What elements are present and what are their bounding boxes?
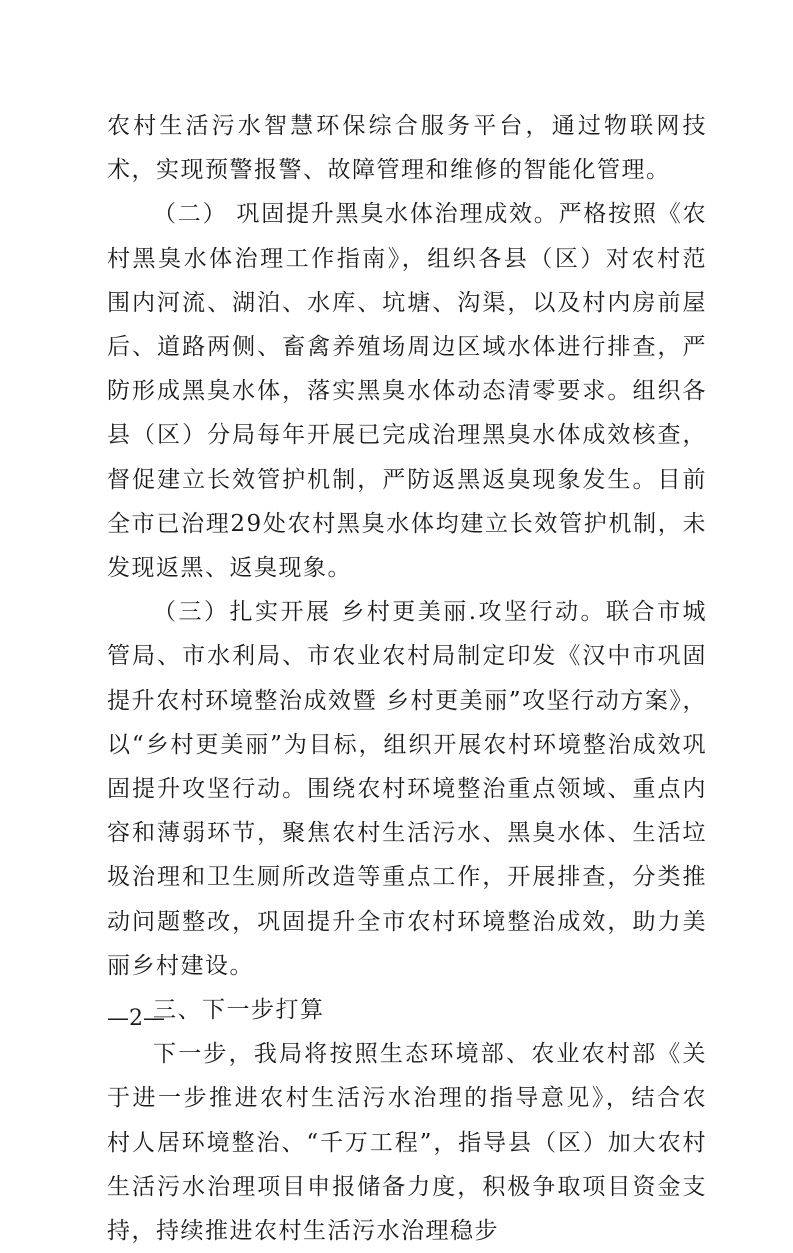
page-number: —2—	[107, 1006, 165, 1031]
paragraph-platform: 农村生活污水智慧环保综合服务平台，通过物联网技术，实现预警报警、故障管理和维修的智能化管理。	[107, 113, 707, 184]
document-body	[107, 104, 707, 1253]
section-heading-next-steps: 三、下一步打算	[153, 997, 325, 1024]
paragraph-black-odorous-water: （二） 巩固提升黑臭水体治理成效。严格按照《农村黑臭水体治理工作指南》，组织各县（区）对农村范围内河流、湖泊、水库、坑塘、沟渠，以及村内房前屋后、道路两侧、畜禽养殖场周边区域水体进行排查，严防形成黑臭水体，落实黑臭水体动态清零要求。组织各县（区）分局每年开展已完成治理黑臭水体成效核查，督促建立长效管护机制，严防返黑返臭现象发生。目前全市已治理29处农村黑臭水体均建立长效管护机制，未发现返黑、返臭现象。	[107, 201, 707, 582]
paragraph-beautiful-village: （三）扎实开展 乡村更美丽.攻坚行动。联合市城管局、市水利局、市农业农村局制定印发《汉中市巩固提升农村环境整治成效暨 乡村更美丽”攻坚行动方案》，以“乡村更美丽”为目标，组织开展农村环境整治成效巩固提升攻坚行动。围绕农村环境整治重点领域、重点内容和薄弱环节，聚焦农村生活污水、黑臭水体、生活垃圾治理和卫生厕所改造等重点工作，开展排查，分类推动问题整改，巩固提升全市农村环境整治成效，助力美丽乡村建设。	[107, 599, 707, 979]
paragraph-next-steps: 下一步，我局将按照生态环境部、农业农村部《关于进一步推进农村生活污水治理的指导意见》，结合农村人居环境整治、“千万工程”，指导县（区）加大农村生活污水治理项目申报储备力度，积极争取项目资金支持，持续推进农村生活污水治理稳步	[107, 1041, 707, 1245]
